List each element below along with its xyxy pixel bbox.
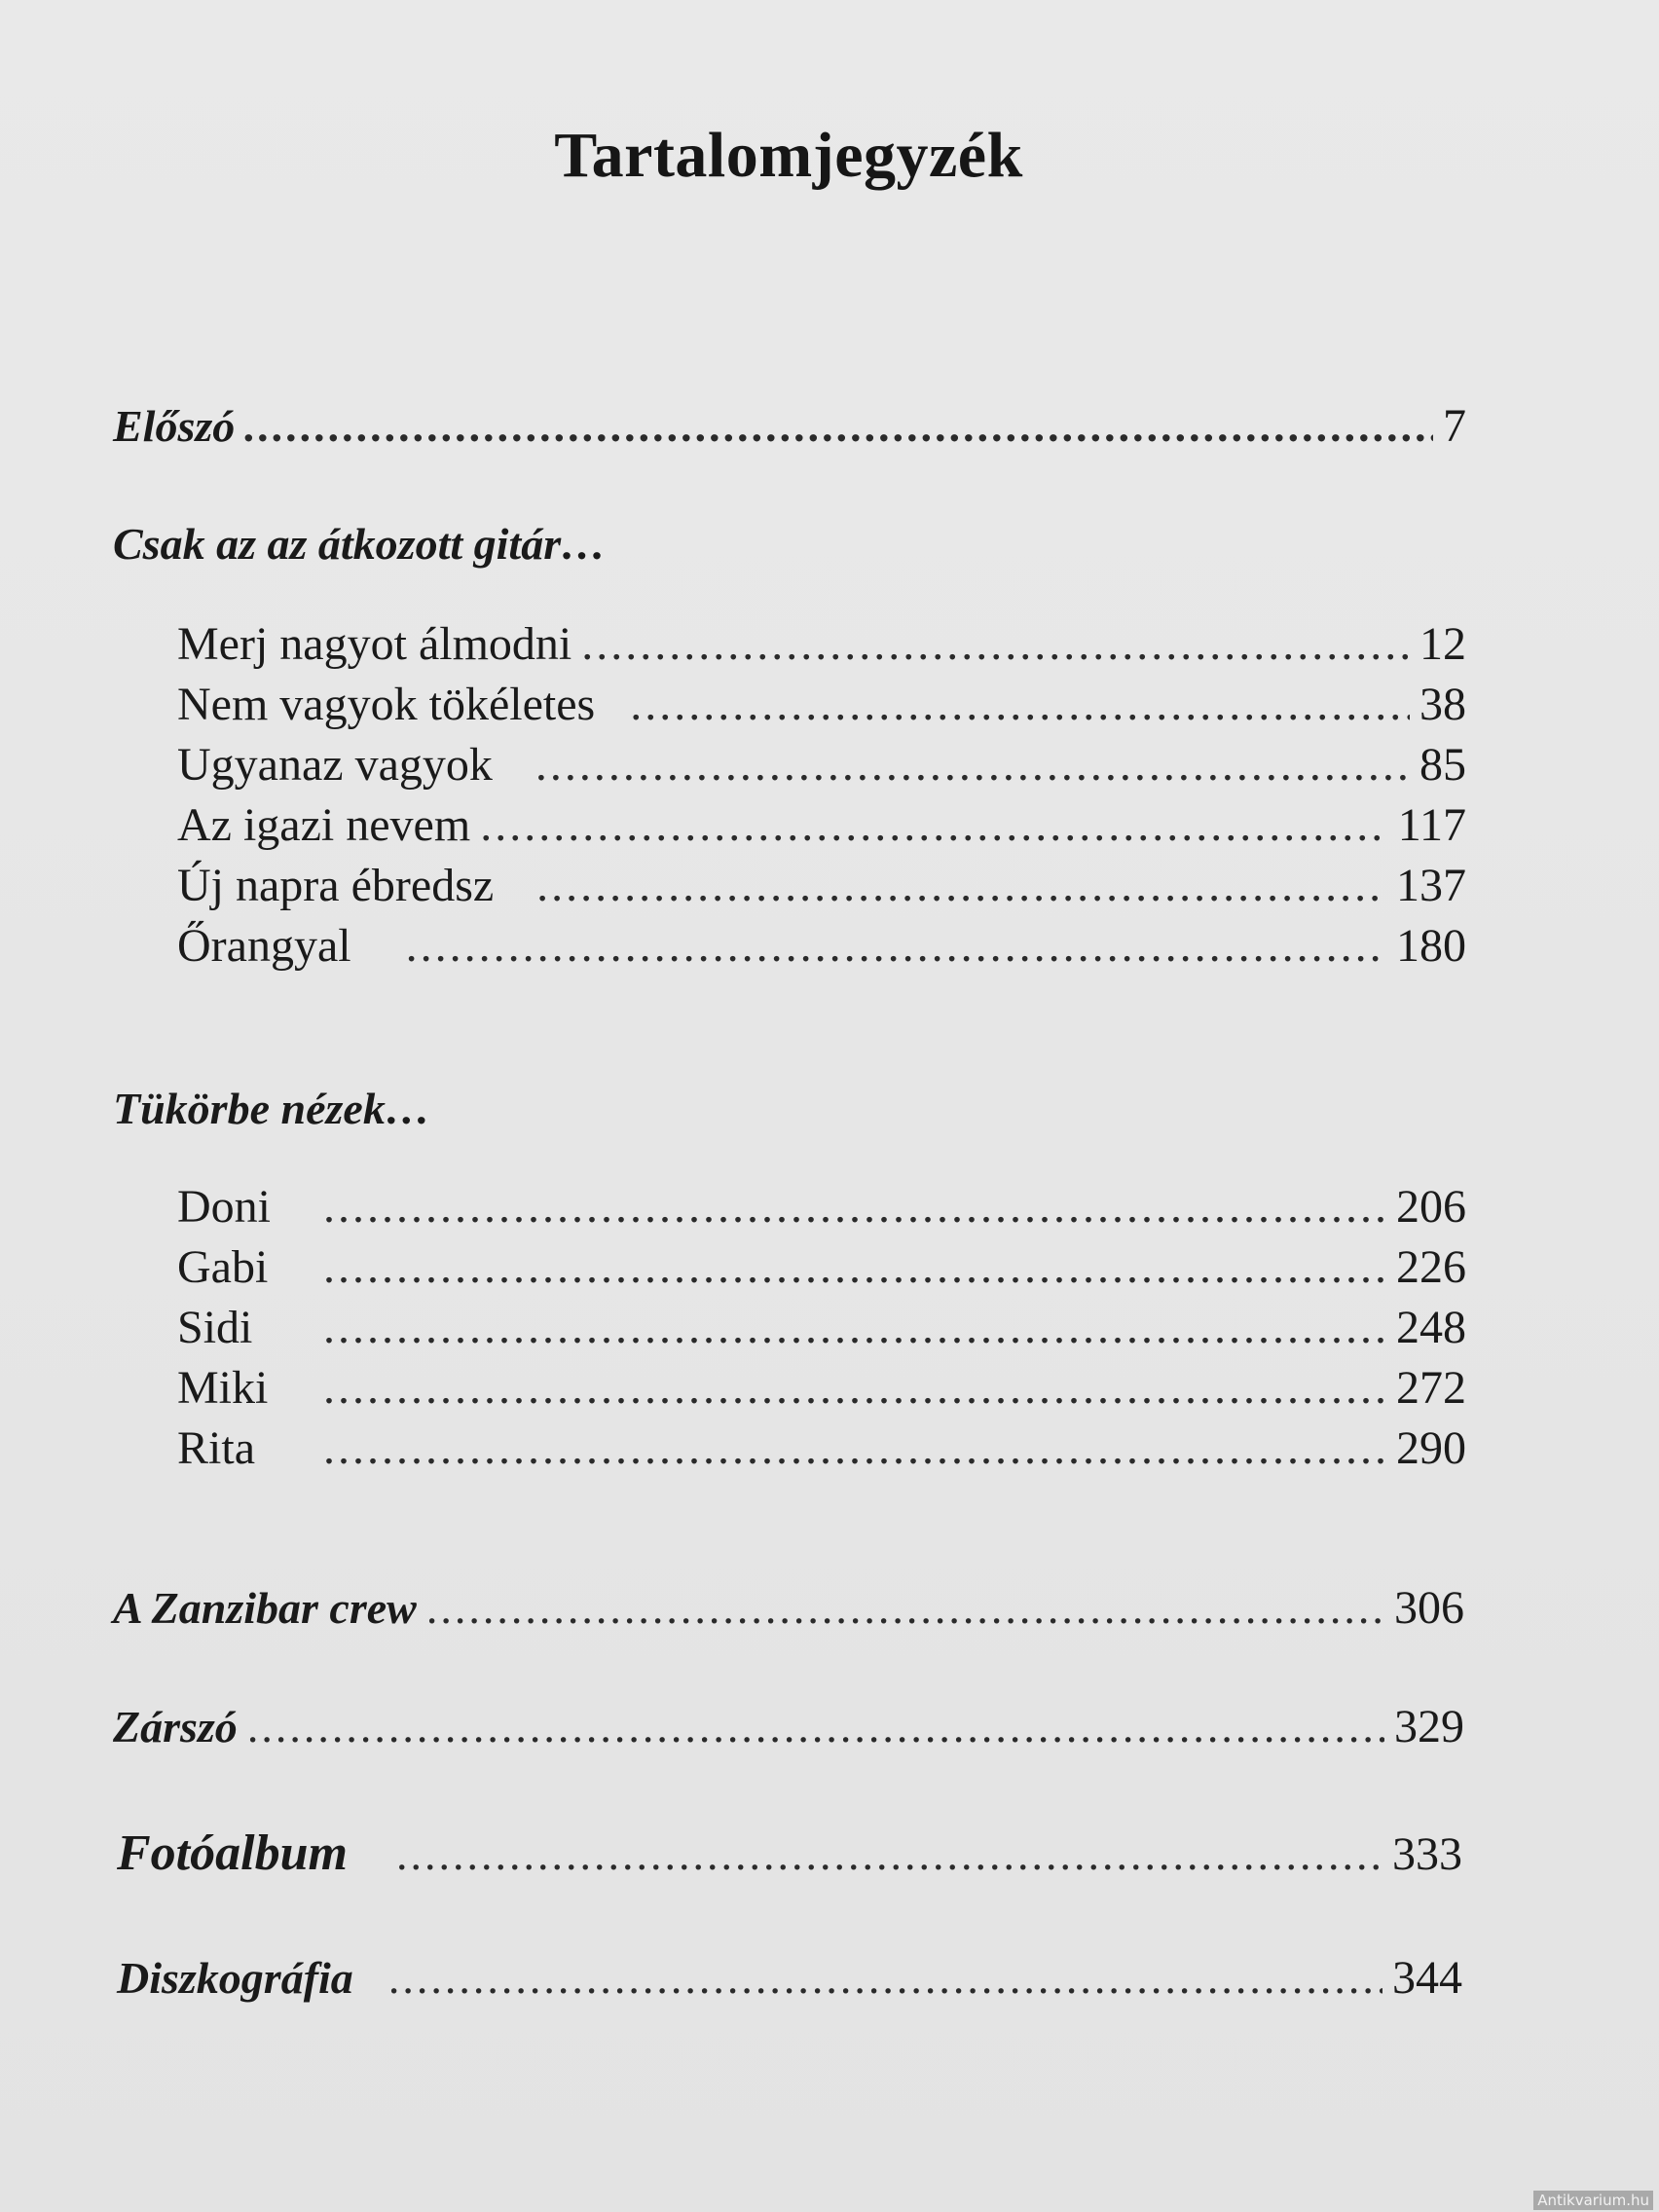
toc-page-number: 272 [1396,1362,1466,1414]
toc-item [177,1421,1466,1475]
toc-page-number: 206 [1396,1181,1466,1233]
toc-page-number: 226 [1396,1241,1466,1293]
toc-item-label: Miki [177,1362,269,1414]
toc-item-label: Merj nagyot álmodni [177,618,572,670]
toc-item [177,617,1466,671]
toc-item-label: Új napra ébredsz [177,860,495,911]
toc-entry-zanzibar [113,1581,1464,1635]
toc-entry-label: Előszó [113,401,236,451]
leader-dots [323,1421,1386,1475]
leader-dots [480,798,1388,852]
leader-dots [247,1701,1384,1752]
toc-item [177,919,1466,973]
toc-page-number: 180 [1396,920,1466,972]
toc-item-label: Nem vagyok tökéletes [177,679,596,730]
toc-entry-zarszo [113,1700,1464,1753]
toc-entry-label: Zárszó [113,1702,238,1751]
leader-dots [535,738,1410,792]
toc-item [177,1180,1466,1234]
toc-item [177,1301,1466,1354]
toc-page-number: 7 [1443,400,1466,452]
leader-dots [323,1361,1386,1415]
toc-item-label: Doni [177,1181,271,1233]
toc-page-number: 38 [1419,679,1466,730]
leader-dots [323,1301,1386,1354]
toc-item [177,1361,1466,1415]
toc-page-number: 117 [1397,799,1466,851]
toc-item [177,738,1466,792]
leader-dots [406,919,1386,973]
toc-item [177,798,1466,852]
toc-page-number: 306 [1394,1582,1464,1634]
page-title: Tartalomjegyzék [554,120,1023,191]
toc-entry-label: Diszkográfia [117,1953,353,2003]
toc-page-number: 329 [1394,1701,1464,1752]
toc-item-label: Rita [177,1422,255,1474]
leader-dots [630,678,1410,731]
toc-entry-label: Fotóalbum [117,1825,348,1881]
leader-dots [323,1180,1386,1234]
watermark: Antikvarium.hu [1533,2191,1653,2210]
leader-dots [244,400,1433,452]
toc-page-number: 333 [1392,1828,1462,1880]
toc-item [177,678,1466,731]
toc-entry-label: A Zanzibar crew [113,1583,417,1633]
leader-dots [536,859,1386,912]
toc-item-label: Sidi [177,1302,253,1353]
toc-entry-fotoalbum [117,1825,1462,1882]
toc-item-label: Az igazi nevem [177,799,471,851]
leader-dots [323,1240,1386,1294]
toc-page-number: 137 [1396,860,1466,911]
leader-dots [581,617,1410,671]
toc-page-number: 85 [1419,739,1466,791]
toc-page-number: 290 [1396,1422,1466,1474]
toc-item-label: Ugyanaz vagyok [177,739,493,791]
leader-dots [396,1828,1382,1880]
leader-dots [426,1582,1384,1634]
toc-item-label: Gabi [177,1241,269,1293]
section-heading-1: Csak az az átkozott gitár… [113,519,607,569]
section-heading-2: Tükörbe nézek… [113,1084,430,1133]
toc-entry-diszkografia [117,1951,1462,2005]
toc-entry-eloszo [113,399,1466,453]
leader-dots [388,1952,1382,2004]
toc-item-label: Őrangyal [177,920,351,972]
toc-page-number: 12 [1419,618,1466,670]
toc-page-number: 248 [1396,1302,1466,1353]
toc-item [177,1240,1466,1294]
toc-page-number: 344 [1392,1952,1462,2004]
toc-item [177,859,1466,912]
